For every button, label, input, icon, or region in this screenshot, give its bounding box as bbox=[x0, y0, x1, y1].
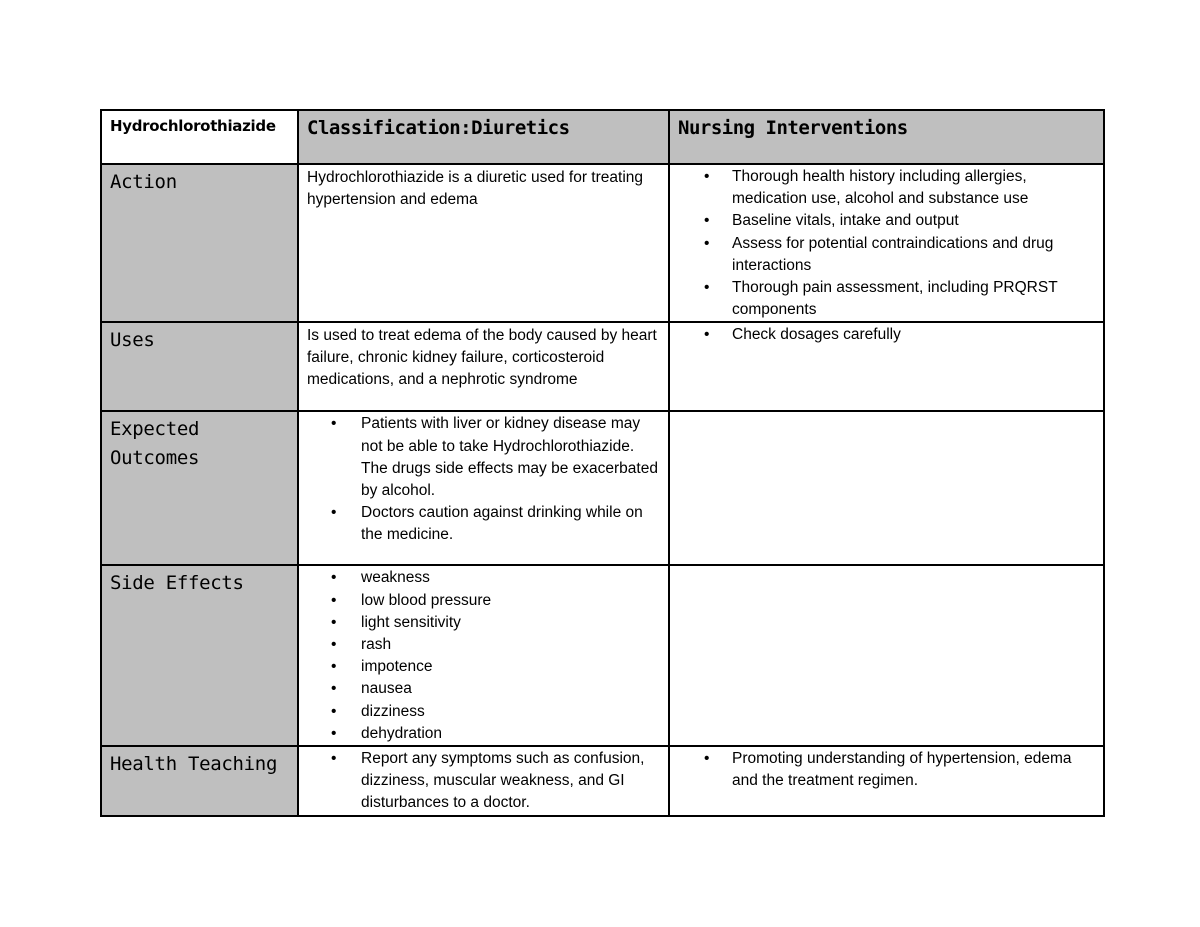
classification-cell bbox=[298, 110, 669, 164]
side-effects-cell bbox=[298, 565, 669, 746]
bullet-icon: • bbox=[331, 636, 337, 654]
bullet-icon: • bbox=[704, 279, 710, 297]
classification-heading: Classification:Diuretics bbox=[307, 117, 570, 139]
action-description-cell bbox=[298, 164, 669, 322]
bullet-icon: • bbox=[704, 234, 710, 252]
bullet-icon: • bbox=[704, 326, 710, 344]
list-item: • nausea bbox=[299, 678, 660, 700]
list-item: • Baseline vitals, intake and output bbox=[670, 210, 1095, 232]
list-item: • dizziness bbox=[299, 701, 660, 723]
uses-description-cell bbox=[298, 322, 669, 411]
list-item: • rash bbox=[299, 634, 660, 656]
row-label-cell bbox=[101, 565, 298, 746]
list-item: • dehydration bbox=[299, 723, 660, 745]
row-label-uses: Uses bbox=[110, 329, 155, 352]
header-row bbox=[101, 110, 1104, 164]
table-row bbox=[101, 746, 1104, 816]
bullet-icon: • bbox=[331, 702, 337, 720]
list-item: • Thorough pain assessment, including PRQRST components bbox=[704, 279, 1058, 319]
nursing-interventions-heading: Nursing Interventions bbox=[678, 117, 908, 139]
health-teaching-list bbox=[299, 747, 668, 815]
drug-card-table bbox=[100, 109, 1105, 817]
bullet-icon: • bbox=[331, 658, 337, 676]
list-item: • Check dosages carefully bbox=[670, 324, 1095, 346]
bullet-icon: • bbox=[704, 168, 710, 185]
bullet-icon: • bbox=[331, 750, 337, 768]
action-interventions-list bbox=[670, 165, 1103, 321]
table-row bbox=[101, 411, 1104, 565]
bullet-icon: • bbox=[704, 212, 710, 230]
row-label-health-teaching: Health Teaching bbox=[110, 753, 278, 776]
uses-interventions-list bbox=[670, 323, 1103, 346]
row-label-cell bbox=[101, 411, 298, 565]
action-interventions-cell bbox=[669, 164, 1104, 322]
expected-outcomes-list bbox=[299, 412, 668, 546]
row-label-side-effects: Side Effects bbox=[110, 572, 244, 595]
uses-description: Is used to treat edema of the body caused by heart failure, chronic kidney failure, corticosteroid medications, and a nephrotic syndrome bbox=[307, 327, 657, 389]
table-row bbox=[101, 164, 1104, 322]
health-teaching-interventions-list bbox=[670, 747, 1103, 792]
bullet-icon: • bbox=[331, 504, 337, 522]
side-effects-list bbox=[299, 566, 668, 745]
bullet-icon: • bbox=[331, 591, 337, 609]
uses-interventions-cell bbox=[669, 322, 1104, 411]
list-item: • low blood pressure bbox=[299, 590, 660, 612]
list-item: • weakness bbox=[299, 567, 660, 589]
list-item: • light sensitivity bbox=[299, 612, 660, 634]
bullet-icon: • bbox=[331, 569, 337, 587]
list-item: • Promoting understanding of hypertension, edema and the treatment regimen. bbox=[704, 750, 1072, 790]
list-item: • Assess for potential contraindications and drug interactions bbox=[704, 234, 1054, 274]
drug-name-cell bbox=[101, 110, 298, 164]
row-label-action: Action bbox=[110, 171, 177, 193]
list-item: • Report any symptoms such as confusion, dizziness, muscular weakness, and GI disturbances to a doctor. bbox=[331, 750, 645, 812]
bullet-icon: • bbox=[331, 680, 337, 698]
health-teaching-cell bbox=[298, 746, 669, 816]
list-item: • impotence bbox=[299, 656, 660, 678]
bullet-icon: • bbox=[331, 613, 337, 631]
row-label-cell bbox=[101, 746, 298, 816]
table-row bbox=[101, 565, 1104, 746]
bullet-icon: • bbox=[331, 724, 337, 742]
table-row bbox=[101, 322, 1104, 411]
row-label-cell bbox=[101, 164, 298, 322]
action-description: Hydrochlorothiazide is a diuretic used for treating hypertension and edema bbox=[307, 169, 644, 208]
bullet-icon: • bbox=[331, 415, 337, 433]
expected-outcomes-interventions-cell bbox=[669, 411, 1104, 565]
drug-name: Hydrochlorothiazide bbox=[110, 117, 276, 135]
expected-outcomes-cell bbox=[298, 411, 669, 565]
list-item: • Doctors caution against drinking while on the medicine. bbox=[331, 504, 643, 544]
row-label-expected-outcomes: Expected Outcomes bbox=[110, 418, 200, 470]
bullet-icon: • bbox=[704, 750, 710, 768]
nursing-interventions-cell bbox=[669, 110, 1104, 164]
row-label-cell bbox=[101, 322, 298, 411]
list-item: • Patients with liver or kidney disease may not be able to take Hydrochlorothiazide. The drugs side effects may be exacerbated by alcohol. bbox=[331, 415, 658, 500]
side-effects-interventions-cell bbox=[669, 565, 1104, 746]
health-teaching-interventions-cell bbox=[669, 746, 1104, 816]
list-item: • Thorough health history including allergies, medication use, alcohol and substance use bbox=[704, 168, 1029, 208]
